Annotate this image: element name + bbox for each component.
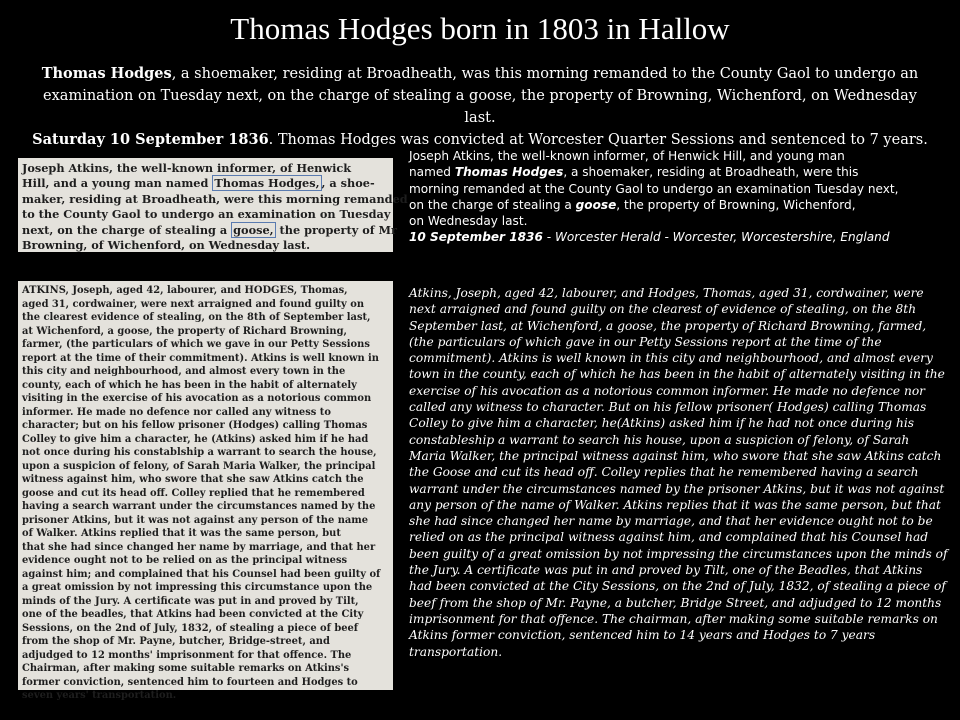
transcript-2: Atkins, Joseph, aged 42, labourer, and Hodges, Thomas, aged 31, cordwainer, were next arraigned and found guilty on the clearest of evidence of stealing, on the 8th September last, at Wichenford, a goose, the property of Richard Browning, farmed, (the particulars of which gave in our Petty Sessions report at the time of the commitment). Atkins is well known in this city and neighbourhood, and almost every town in the county, each of which he has been in the habit of alternately visiting in the exercise of his avocation as a notorious common informer. He made no defence nor called any witness to character. But on his fellow prisoner( Hodges) calling Thomas Colley to give him a character, he(Atkins) asked him if he had not once during his constableship a warrant to search his house, upon a suspicion of felony, of Sarah Maria Walker, the principal witness against him, who swore that she saw Atkins catch the Goose and cut its head off. Colley replies that he remembered having a search warrant under the circumstances named by the prisoner Atkins, but it was not against any person of the name of Walker. Atkins replies that it was the same person, but that she had since changed her name by marriage, and that her evidence ought not to be relied on as the principal witness against him, and complained that his Counsel had been guilty of a great omission by not impressing the circumstances upon the minds of the Jury. A certificate was put in and proved by Tilt, one of the Beadles, that Atkins had been convicted at the City Sessions, on the 2nd of July, 1832, of stealing a piece of beef from the shop of Mr. Payne, a butcher, Bridge Street, and adjudged to 12 months imprisonment for that offence. The chairman, after making some suitable remarks on Atkins former conviction, sentenced him to 14 years and Hodges to 7 years transportation. <box>409 286 948 659</box>
clipping-line: this city and neighbourhood, and almost every town in the <box>22 366 346 377</box>
clipping-line: character; but on his fellow prisoner (Hodges) calling Thomas <box>22 420 368 431</box>
clipping-line: Colley to give him a character, he (Atkins) asked him if he had <box>22 433 369 445</box>
transcript-name: Thomas Hodges <box>454 165 564 180</box>
clipping-line: not once during his constablship a warrant to search the house, <box>22 447 377 458</box>
clipping-line: adjudged to 12 months' imprisonment for that offence. The <box>22 649 352 661</box>
intro-name: Thomas Hodges <box>41 65 172 82</box>
clipping-line: county, each of which he has been in the habit of alternately <box>22 379 357 391</box>
clipping-line: Chairman, after making some suitable remarks on Atkins's <box>22 663 350 674</box>
newspaper-clipping-1 <box>18 158 408 253</box>
clipping-line: at Wichenford, a goose, the property of Richard Browning, <box>22 325 347 337</box>
transcript-1 <box>409 148 939 246</box>
clipping-line: a great omission by not impressing this circumstance upon the <box>22 582 373 593</box>
clipping-line: having a search warrant under the circumstances named by the <box>22 501 376 512</box>
clipping-line: farmer, (the particulars of which we gave in our Petty Sessions <box>22 339 370 350</box>
clipping-line: that she had since changed her name by marriage, and that her <box>22 541 376 553</box>
highlight-name: Thomas Hodges, <box>214 176 320 191</box>
clipping-line: visiting in the exercise of his avocation as a notorious common <box>22 393 372 404</box>
clipping-line: Sessions, on the 2nd of July, 1832, of stealing a piece of beef <box>22 622 359 634</box>
clipping-line: next, on the charge of stealing a goose, the property of Mr <box>22 222 398 237</box>
transcript-line: named Thomas Hodges, a shoemaker, residing at Broadheath, were this <box>409 165 859 180</box>
newspaper-clipping-2 <box>18 281 393 701</box>
transcript-line: on the charge of stealing a goose, the property of Browning, Wichenford, <box>409 197 856 212</box>
page-title: Thomas Hodges born in 1803 in Hallow <box>230 11 730 46</box>
transcript-goose: goose <box>575 197 617 212</box>
clipping-line: Hill, and a young man named Thomas Hodges, , a shoe- <box>22 176 375 191</box>
transcript-line: morning remanded at the County Gaol to undergo an examination Tuesday next, <box>409 181 899 196</box>
clipping-line: former conviction, sentenced him to fourteen and Hodges to <box>22 676 358 688</box>
transcript-line: Joseph Atkins, the well-known informer, of Henwick Hill, and young man <box>409 149 845 163</box>
clipping-line: the clearest evidence of stealing, on the 8th of September last, <box>22 312 371 323</box>
intro-text-3: . Thomas Hodges was convicted at Worcester Quarter Sessions and sentenced to 7 years. <box>268 132 928 148</box>
intro-date: Saturday 10 September 1836 <box>32 131 269 148</box>
clipping-line: goose and cut its head off. Colley replied that he remembered <box>22 487 365 499</box>
clipping-line: to the County Gaol to undergo an examination on Tuesday <box>22 207 391 222</box>
clipping-line: Browning, of Wichenford, on Wednesday last. <box>22 238 311 253</box>
clipping-line: informer. He made no defence nor called any witness to <box>22 406 331 418</box>
intro-summary <box>30 63 930 151</box>
transcript-date: 10 September 1836 <box>409 230 543 245</box>
clipping-line: Joseph Atkins, the well-known informer, of Henwick <box>22 161 352 175</box>
clipping-line: of Walker. Atkins replied that it was the same person, but <box>22 528 341 539</box>
clipping-line: minds of the Jury. A certificate was put in and proved by Tilt, <box>22 595 359 607</box>
transcript-line: on Wednesday last. <box>409 214 528 229</box>
clipping-line: against him; and complained that his Counsel had been guilty of <box>22 568 381 580</box>
clipping-line: witness against him, who swore that she saw Atkins catch the <box>22 474 364 485</box>
clipping-line: report at the time of their commitment). Atkins is well known in <box>22 352 379 364</box>
clipping-line: maker, residing at Broadheath, were this morning remanded <box>22 191 408 206</box>
clipping-line: one of the beadles, that Atkins had been convicted at the City <box>22 609 364 620</box>
clipping-line: upon a suspicion of felony, of Sarah Maria Walker, the principal <box>22 460 376 472</box>
intro-text-2: examination on Tuesday next, on the charge of stealing a goose, the property of Browning, Wichenford, on Wednesday last. <box>43 88 917 126</box>
clipping-line: aged 31, cordwainer, were next arraigned and found guilty on <box>22 298 364 310</box>
clipping-line: prisoner Atkins, but it was not against any person of the name <box>22 514 369 526</box>
clipping-line: from the shop of Mr. Payne, butcher, Bridge-street, and <box>22 636 330 647</box>
highlight-goose: goose, <box>233 222 274 237</box>
intro-text-1: , a shoemaker, residing at Broadheath, was this morning remanded to the County Gaol to undergo an <box>171 66 919 82</box>
clipping-line: evidence ought not to be relied on as the principal witness <box>22 555 348 566</box>
transcript-source: 10 September 1836 - Worcester Herald - Worcester, Worcestershire, England <box>409 230 890 245</box>
clipping-line: ATKINS, Joseph, aged 42, labourer, and HODGES, Thomas, <box>22 285 348 296</box>
clipping-line: seven years' transportation. <box>22 690 177 701</box>
